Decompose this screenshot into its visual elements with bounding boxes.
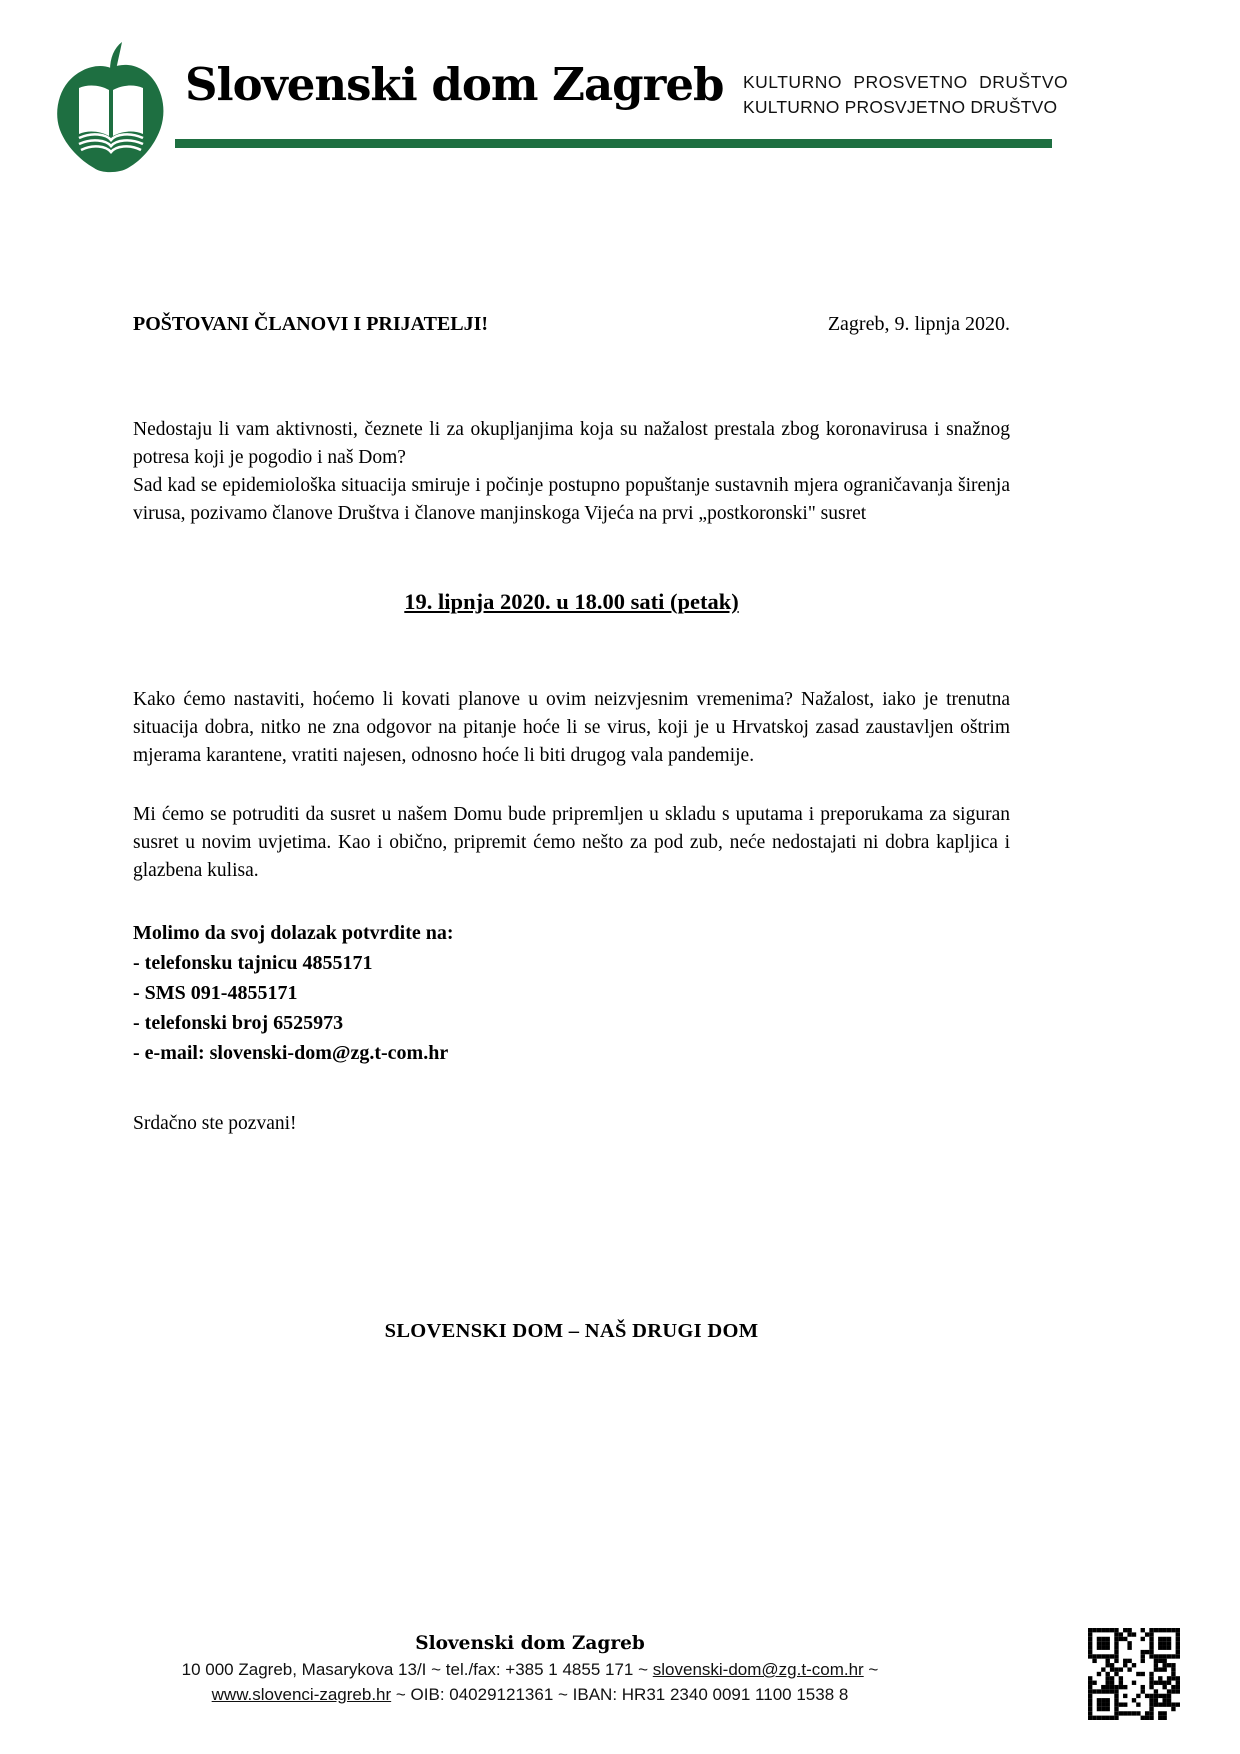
society-line-croatian: KULTURNO PROSVJETNO DRUŠTVO [743, 97, 1058, 117]
confirmation-item-email: - e-mail: slovenski-dom@zg.t-com.hr [133, 1042, 449, 1064]
dateline: Zagreb, 9. lipnja 2020. [827, 313, 1010, 335]
confirmation-block [133, 918, 1010, 1068]
paragraph-uncertainty: Kako ćemo nastaviti, hoćemo li kovati planove u ovim neizvjesnim vremenima? Nažalost, iako je trenutna situacija dobra, nitko ne zna odgovor na pitanje hoće li se virus, koji je u Hrvatskoj zasad zaustavljen oštrim mjerama karantene, vratiti najesen, odnosno hoće li biti drugog vala pandemije. [133, 689, 1010, 766]
intro-paragraphs [133, 416, 1010, 528]
org-title: Slovenski dom Zagreb [185, 58, 724, 111]
event-date-heading: 19. lipnja 2020. u 18.00 sati (petak) [404, 589, 739, 614]
footer-address-tail: ~ [863, 1660, 879, 1679]
confirmation-item-phone-secretary: - telefonsku tajnicu 4855171 [133, 952, 373, 974]
qr-code [1088, 1628, 1180, 1720]
paragraph-activities: Nedostaju li vam aktivnosti, čeznete li za okupljanjima koja su nažalost prestala zbog koronavirusa i snažnog potresa koji je pogodio i naš Dom? [133, 419, 1010, 468]
footer-info-line [90, 1682, 970, 1707]
closing-line: Srdačno ste pozvani! [133, 1113, 297, 1134]
footer-address-text: 10 000 Zagreb, Masarykova 13/I ~ tel./fax: +385 1 4855 171 ~ [181, 1660, 653, 1679]
header-rule [175, 139, 1052, 148]
confirmation-item-sms: - SMS 091-4855171 [133, 982, 298, 1004]
footer-address-line [90, 1657, 970, 1682]
society-names [743, 70, 1069, 120]
confirmation-heading: Molimo da svoj dolazak potvrdite na: [133, 922, 454, 944]
paragraph-preparation: Mi ćemo se potruditi da susret u našem Domu bude pripremljen u skladu s uputama i preporukama za siguran susret u novim uvjetima. Kao i obično, pripremit ćemo nešto za pod zub, neće nedostajati ni dobra kapljica i glazbena kulisa. [133, 804, 1010, 881]
confirmation-item-phone: - telefonski broj 6525973 [133, 1012, 344, 1034]
society-line-slovenian: KULTURNO PROSVETNO DRUŠTVO [743, 72, 1069, 92]
footer-org-name: Slovenski dom Zagreb [415, 1633, 645, 1654]
logo-apple-book-icon [50, 38, 172, 176]
footer-email-link[interactable]: slovenski-dom@zg.t-com.hr [652, 1660, 864, 1679]
paragraph-invitation: Sad kad se epidemiološka situacija smiruje i počinje postupno popuštanje sustavnih mjera ograničavanja širenja virusa, pozivamo članove Društva i članove manjinskoga Vijeća na prvi „postkoronski" susret [133, 475, 1010, 524]
footer [90, 1633, 970, 1707]
salutation-row [133, 313, 1010, 336]
slogan: SLOVENSKI DOM – NAŠ DRUGI DOM [384, 1320, 759, 1342]
footer-website-link[interactable]: www.slovenci-zagreb.hr [211, 1685, 392, 1704]
salutation: POŠTOVANI ČLANOVI I PRIJATELJI! [133, 313, 489, 335]
footer-info-text: ~ OIB: 04029121361 ~ IBAN: HR31 2340 0091 1100 1538 8 [391, 1685, 849, 1704]
